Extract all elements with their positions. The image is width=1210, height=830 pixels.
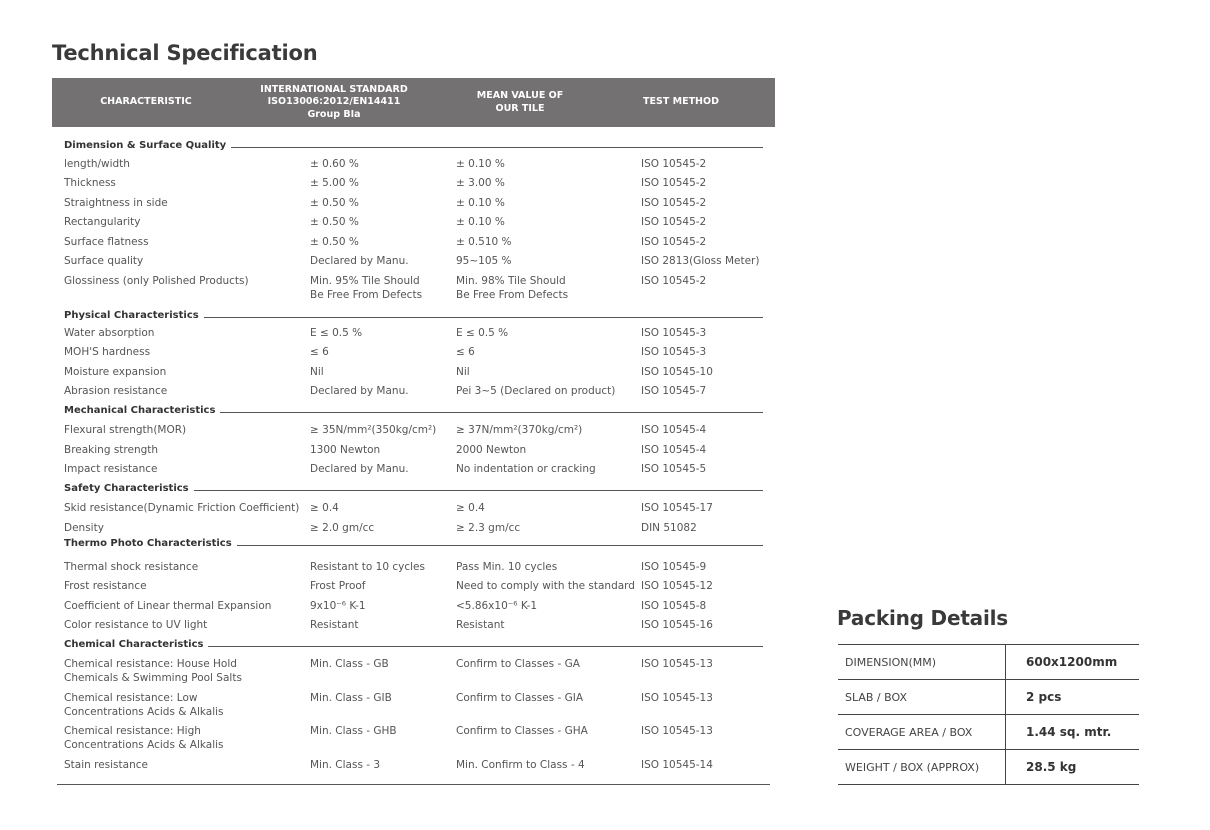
standard-value-cell: Declared by Manu. (310, 255, 409, 267)
characteristic-cell: Flexural strength(MOR) (64, 424, 187, 436)
characteristic-cell: Thickness (64, 177, 116, 189)
mean-value-cell: 95~105 % (456, 255, 512, 267)
characteristic-cell: Thermal shock resistance (64, 561, 199, 573)
section-title: Mechanical Characteristics (64, 405, 220, 417)
test-method-cell: ISO 10545-5 (641, 463, 707, 475)
test-method-cell: ISO 10545-4 (641, 444, 707, 456)
characteristic-cell: Skid resistance(Dynamic Friction Coefficient) (64, 502, 300, 514)
standard-value-cell: Min. 95% Tile Should Be Free From Defects (310, 275, 423, 301)
header-test-method: TEST METHOD (643, 96, 719, 108)
packing-key: WEIGHT / BOX (APPROX) (838, 750, 1006, 785)
test-method-cell: ISO 10545-2 (641, 158, 707, 170)
standard-value-cell: ± 0.50 % (310, 197, 359, 209)
standard-value-cell: ≥ 0.4 (310, 502, 339, 514)
mean-value-cell: ≥ 0.4 (456, 502, 485, 514)
packing-key: SLAB / BOX (838, 680, 1006, 715)
test-method-cell: ISO 10545-4 (641, 424, 707, 436)
mean-value-cell: ± 0.510 % (456, 236, 512, 248)
test-method-cell: ISO 10545-10 (641, 366, 713, 378)
section-title: Thermo Photo Characteristics (64, 538, 237, 550)
spec-table-bottom-rule (57, 784, 770, 785)
test-method-cell: ISO 10545-8 (641, 600, 707, 612)
mean-value-cell: ± 3.00 % (456, 177, 505, 189)
mean-value-cell: Pass Min. 10 cycles (456, 561, 558, 573)
test-method-cell: ISO 10545-14 (641, 759, 713, 771)
test-method-cell: ISO 10545-2 (641, 177, 707, 189)
characteristic-cell: Density (64, 522, 104, 534)
packing-value: 28.5 kg (1006, 750, 1140, 785)
packing-key: COVERAGE AREA / BOX (838, 715, 1006, 750)
mean-value-cell: E ≤ 0.5 % (456, 327, 509, 339)
mean-value-cell: Need to comply with the standard (456, 580, 635, 592)
mean-value-cell: 2000 Newton (456, 444, 527, 456)
test-method-cell: ISO 10545-2 (641, 197, 707, 209)
section-title: Dimension & Surface Quality (64, 140, 231, 152)
spec-title: Technical Specification (52, 41, 318, 65)
header-characteristic: CHARACTERISTIC (100, 96, 192, 108)
section-title: Safety Characteristics (64, 483, 194, 495)
packing-value: 600x1200mm (1006, 645, 1140, 680)
packing-row (838, 645, 1139, 680)
mean-value-cell: ± 0.10 % (456, 158, 505, 170)
standard-value-cell: 9x10⁻⁶ K-1 (310, 600, 366, 612)
test-method-cell: ISO 10545-3 (641, 346, 707, 358)
header-mean-value: MEAN VALUE OF OUR TILE (476, 90, 564, 114)
standard-value-cell: Resistant to 10 cycles (310, 561, 425, 573)
spec-table-header (52, 78, 775, 127)
section-title: Chemical Characteristics (64, 639, 208, 651)
packing-row (838, 680, 1139, 715)
packing-key: DIMENSION(MM) (838, 645, 1006, 680)
mean-value-cell: Pei 3~5 (Declared on product) (456, 385, 616, 397)
standard-value-cell: Min. Class - GB (310, 658, 389, 670)
characteristic-cell: Coefficient of Linear thermal Expansion (64, 600, 272, 612)
characteristic-cell: Chemical resistance: House Hold Chemicals & Swimming Pool Salts (64, 658, 242, 684)
mean-value-cell: ≥ 37N/mm²(370kg/cm²) (456, 424, 583, 436)
characteristic-cell: length/width (64, 158, 130, 170)
standard-value-cell: ± 0.50 % (310, 236, 359, 248)
mean-value-cell: ≤ 6 (456, 346, 475, 358)
characteristic-cell: Surface quality (64, 255, 144, 267)
standard-value-cell: ± 5.00 % (310, 177, 359, 189)
standard-value-cell: Min. Class - 3 (310, 759, 381, 771)
test-method-cell: ISO 10545-16 (641, 619, 713, 631)
test-method-cell: ISO 10545-13 (641, 725, 713, 737)
test-method-cell: ISO 10545-2 (641, 236, 707, 248)
characteristic-cell: Surface flatness (64, 236, 149, 248)
characteristic-cell: Breaking strength (64, 444, 159, 456)
test-method-cell: DIN 51082 (641, 522, 697, 534)
characteristic-cell: Straightness in side (64, 197, 168, 209)
standard-value-cell: Declared by Manu. (310, 385, 409, 397)
mean-value-cell: ± 0.10 % (456, 216, 505, 228)
standard-value-cell: Resistant (310, 619, 359, 631)
characteristic-cell: Rectangularity (64, 216, 141, 228)
test-method-cell: ISO 10545-2 (641, 275, 707, 287)
standard-value-cell: ± 0.50 % (310, 216, 359, 228)
mean-value-cell: Nil (456, 366, 470, 378)
standard-value-cell: E ≤ 0.5 % (310, 327, 363, 339)
packing-title: Packing Details (837, 606, 1008, 630)
test-method-cell: ISO 10545-17 (641, 502, 713, 514)
characteristic-cell: Impact resistance (64, 463, 158, 475)
packing-row (838, 715, 1139, 750)
standard-value-cell: Min. Class - GIB (310, 692, 392, 704)
packing-table (838, 644, 1139, 785)
characteristic-cell: Water absorption (64, 327, 155, 339)
characteristic-cell: Chemical resistance: Low Concentrations Acids & Alkalis (64, 692, 224, 718)
test-method-cell: ISO 10545-2 (641, 216, 707, 228)
section-title: Physical Characteristics (64, 310, 204, 322)
characteristic-cell: Moisture expansion (64, 366, 167, 378)
test-method-cell: ISO 10545-9 (641, 561, 707, 573)
mean-value-cell: No indentation or cracking (456, 463, 596, 475)
header-international-standard: INTERNATIONAL STANDARD ISO13006:2012/EN14411 Group BIa (260, 83, 408, 120)
mean-value-cell: ≥ 2.3 gm/cc (456, 522, 521, 534)
test-method-cell: ISO 10545-13 (641, 692, 713, 704)
mean-value-cell: ± 0.10 % (456, 197, 505, 209)
test-method-cell: ISO 10545-13 (641, 658, 713, 670)
standard-value-cell: Min. Class - GHB (310, 725, 397, 737)
characteristic-cell: Frost resistance (64, 580, 147, 592)
characteristic-cell: Abrasion resistance (64, 385, 168, 397)
mean-value-cell: Confirm to Classes - GHA (456, 725, 588, 737)
characteristic-cell: Stain resistance (64, 759, 148, 771)
standard-value-cell: 1300 Newton (310, 444, 381, 456)
mean-value-cell: <5.86x10⁻⁶ K-1 (456, 600, 538, 612)
standard-value-cell: Nil (310, 366, 324, 378)
test-method-cell: ISO 2813(Gloss Meter) (641, 255, 760, 267)
characteristic-cell: Chemical resistance: High Concentrations Acids & Alkalis (64, 725, 224, 751)
mean-value-cell: Confirm to Classes - GA (456, 658, 580, 670)
standard-value-cell: ≥ 2.0 gm/cc (310, 522, 375, 534)
packing-row (838, 750, 1139, 785)
standard-value-cell: ± 0.60 % (310, 158, 359, 170)
characteristic-cell: MOH'S hardness (64, 346, 151, 358)
characteristic-cell: Glossiness (only Polished Products) (64, 275, 249, 287)
mean-value-cell: Confirm to Classes - GIA (456, 692, 584, 704)
characteristic-cell: Color resistance to UV light (64, 619, 208, 631)
standard-value-cell: ≥ 35N/mm²(350kg/cm²) (310, 424, 437, 436)
test-method-cell: ISO 10545-12 (641, 580, 713, 592)
mean-value-cell: Min. 98% Tile Should Be Free From Defects (456, 275, 569, 301)
test-method-cell: ISO 10545-7 (641, 385, 707, 397)
packing-value: 1.44 sq. mtr. (1006, 715, 1140, 750)
mean-value-cell: Min. Confirm to Class - 4 (456, 759, 585, 771)
mean-value-cell: Resistant (456, 619, 505, 631)
test-method-cell: ISO 10545-3 (641, 327, 707, 339)
standard-value-cell: Frost Proof (310, 580, 366, 592)
standard-value-cell: Declared by Manu. (310, 463, 409, 475)
standard-value-cell: ≤ 6 (310, 346, 329, 358)
packing-value: 2 pcs (1006, 680, 1140, 715)
